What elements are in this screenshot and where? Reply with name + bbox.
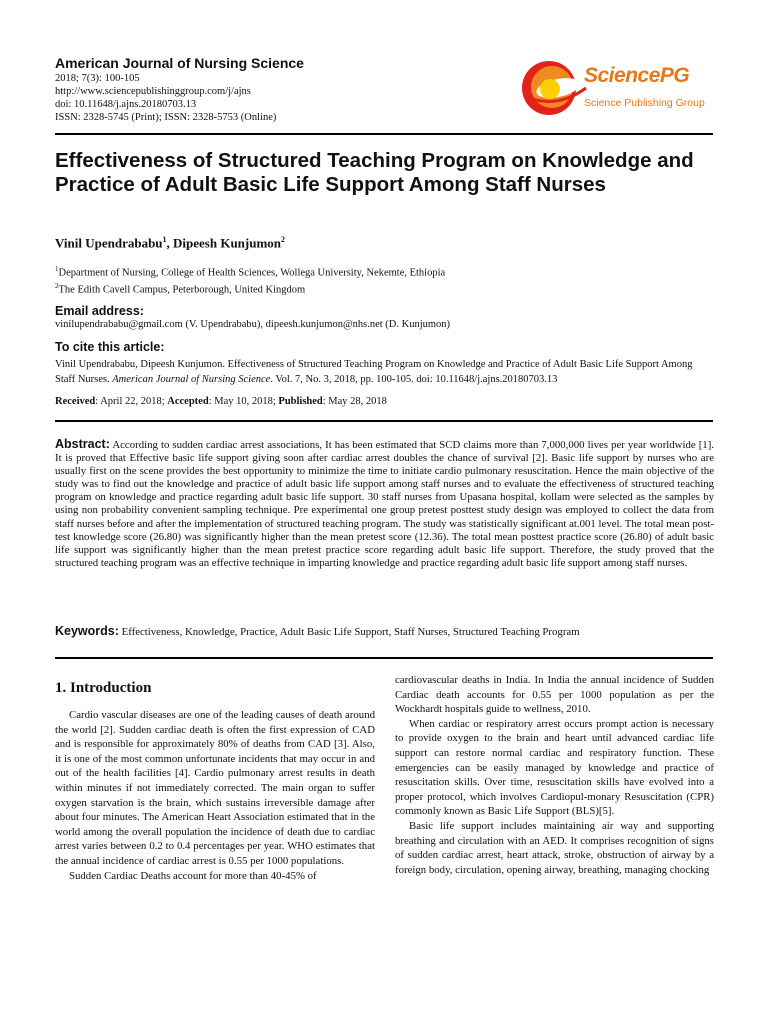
body-paragraph: Basic life support includes maintaining air way and supporting breathing and circulation with an AED. It comprises recognition of signs of sudden cardiac arrest, heart attack, stroke, obstruction of airway by a foreign body, circulation, opening airway, breathing, managing chocking [395,819,714,876]
received-date: : April 22, 2018; [95,396,168,407]
section-divider [55,420,713,422]
author-separator: , [166,235,174,251]
journal-issn: ISSN: 2328-5745 (Print); ISSN: 2328-5753 (Online) [55,112,277,123]
journal-meta [55,72,276,124]
affiliation [55,265,445,279]
keywords-label: Keywords: [55,624,119,638]
body-column-left [55,708,375,883]
body-column-right [395,673,714,877]
header-divider [55,133,713,135]
journal-issue: 2018; 7(3): 100-105 [55,73,140,84]
logo-yellow-core [540,79,560,99]
journal-doi: doi: 10.11648/j.ajns.20180703.13 [55,99,197,110]
email-heading: Email address: [55,304,144,318]
article-title: Effectiveness of Structured Teaching Program on Knowledge and Practice of Adult Basic Life Support Among Staff Nurses [55,149,694,196]
affiliation-mark: 2 [55,282,59,290]
accepted-date: : May 10, 2018; [208,396,279,407]
body-paragraph: Sudden Cardiac Deaths account for more than 40-45% of [69,869,317,882]
affiliation-mark: 1 [55,265,59,273]
abstract-label: Abstract: [55,437,110,451]
published-date: : May 28, 2018 [322,396,387,407]
citation-details: . Vol. 7, No. 3, 2018, pp. 100-105. doi: 10.11648/j.ajns.20180703.13 [270,374,558,385]
published-label: Published [278,396,323,407]
citation [55,357,715,387]
author-list [55,235,285,251]
affiliation-text: Department of Nursing, College of Health Sciences, Wollega University, Nekemte, Ethiopia [58,267,446,279]
abstract [55,438,714,570]
affiliation [55,282,305,296]
keywords-text: Effectiveness, Knowledge, Practice, Adult Basic Life Support, Staff Nurses, Structured Teaching Program [121,626,580,638]
journal-name: American Journal of Nursing Science [55,55,304,71]
section-divider [55,657,713,659]
affiliation-text: The Edith Cavell Campus, Peterborough, United Kingdom [58,284,306,296]
author-affiliation-mark: 2 [281,235,286,244]
email-addresses: vinilupendrababu@gmail.com (V. Upendrababu), dipeesh.kunjumon@nhs.net (D. Kunjumon) [55,319,451,330]
logo-subtitle: Science Publishing Group [584,97,705,109]
body-paragraph: Cardio vascular diseases are one of the leading causes of death around the world [2]. Sudden cardiac death is often the first expression of CAD and is responsible for approximately 80% of deaths from CAD [3]. Also, it is one of the most common unfortunate incidents that may occur in and out of the health facilities [4]. Cardio pulmonary arrest results in death within minutes if not immediately corrected. The main organ to suffer oxygen starvation is the brain, which sustains irreversible damage after about four minutes. The American Heart Association estimated that in the world among the overall population the incidence of death due to cardiac arrest varies between 0.2 to 0.4 percentages per year. WHO estimates that the annual incidence of cardiac arrest is 0.55 per 1000 populations. [55,709,375,867]
abstract-text: According to sudden cardiac arrest associations, It has been estimated that SCD claims more than 7,000,000 lives per year worldwide [1]. It is proved that Effective basic life support giving soon after cardiac arrest doubles the chance of survival [2]. Basic life support by nurses who are usually first on the scene provides the best opportunity to minimize the time to initiate cardio pulmonary resuscitation. Hence the main objective of the study was to find out the knowledge and practice of adult basic life support among staff nurses and to evaluate the effectiveness of structured teaching program on knowledge and practice regarding adult basic life support. 30 staff nurses from Upasana hospital, kollam were selected as the samples by using non probability convenient sampling technique. Pre experimental one group pretest posttest study design was employed to collect the data from staff nurses before and after the implementation of structured teaching program. The study was statistically significant at.001 level. The total mean post- test knowledge score (26.80) was significantly higher than the mean pretest score (12.36). The total mean posttest practice score (26.80) of adult basic life support was significantly higher than the mean pretest practice score regarding adult basic life support. Therefore, the study proved that the structured teaching program was an effective technique in imparting knowledge and practice regarding adult basic life support among staff nurses. [55,439,715,569]
author-affiliation-mark: 1 [162,235,167,244]
journal-url: http://www.sciencepublishinggroup.com/j/ajns [55,86,251,97]
citation-journal: American Journal of Nursing Science [112,374,271,385]
author-name: Vinil Upendrababu [55,235,163,251]
logo-wordmark: SciencePG [584,64,690,87]
body-paragraph: cardiovascular deaths in India. In India the annual incidence of Sudden Cardiac death accounts for 0.55 per 1000 population as per the Wockhardt hospitals guide to wellness, 2010. [395,674,714,716]
author-name: Dipeesh Kunjumon [173,235,282,251]
accepted-label: Accepted [167,396,209,407]
body-paragraph: When cardiac or respiratory arrest occurs prompt action is necessary to provide oxygen to the brain and heart until advanced cardiac life support can restore normal cardiac and respiratory function. These emergencies can be easily managed by knowledge and practice of resuscitation skills. Over time, resuscitation skills have evolved into a proper protocol, which involves Cardiopul-monary Resuscitation (CPR) commonly known as Basic Life Support (BLS)[5]. [395,717,714,818]
article-dates [55,396,387,407]
citation-text: Vinil Upendrababu, Dipeesh Kunjumon. Effectiveness of Structured Teaching Program on Knowledge and Practice of Adult Basic Life Support Among Staff Nurses. [55,359,693,385]
keywords [55,624,580,638]
section-heading-introduction: 1. Introduction [55,680,152,696]
cite-heading: To cite this article: [55,340,165,354]
received-label: Received [55,396,96,407]
